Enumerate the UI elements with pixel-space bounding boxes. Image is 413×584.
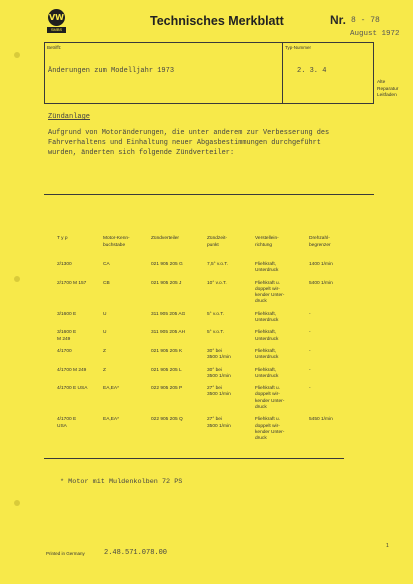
cell-drehzahl: - xyxy=(309,386,311,392)
cell-motor: U xyxy=(103,330,107,336)
cell-typ: 4/1700 E USA xyxy=(57,386,88,392)
footnote: * Motor mit Muldenkolben 72 PS xyxy=(60,478,183,486)
cell-typ: 2/1700 M 157 xyxy=(57,280,87,286)
cell-verteiler: 022 905 205 Q xyxy=(151,417,183,423)
cell-motor: CA xyxy=(103,262,110,267)
punch-hole-icon xyxy=(14,500,20,506)
cell-verstellung: Fliehkraft u. doppelt wir- kender Unter- druck xyxy=(255,386,285,411)
document-title: Technisches Merkblatt xyxy=(150,14,284,28)
betrifft-label: Betrifft: xyxy=(47,45,62,50)
typ-nummer-label: Typ-Nummer xyxy=(285,45,312,50)
document-code: 2.48.571.078.00 xyxy=(104,549,168,557)
cell-typ: 2/1300 xyxy=(57,262,72,267)
form-right-rule xyxy=(373,42,374,104)
table-row xyxy=(57,330,359,349)
cell-verstellung: Fliehkraft u. doppelt wir- kender Unter- druck xyxy=(255,417,285,442)
table-row xyxy=(57,386,359,417)
cell-motor: CB xyxy=(103,280,110,286)
cell-motor: Z xyxy=(103,348,106,354)
cell-verteiler: 021 905 205 L xyxy=(151,367,182,373)
number-label: Nr. xyxy=(330,13,347,27)
cell-verteiler: 021 905 205 K xyxy=(151,348,183,354)
header-motor: Motor-Kenn- buchstabe xyxy=(103,236,130,248)
table-row xyxy=(57,417,359,448)
header-typ: T y p xyxy=(57,236,68,241)
cell-zuendzeitpunkt: 30° bei 3500 1/min xyxy=(207,367,231,379)
table-row xyxy=(57,281,359,312)
vw-logo-icon: VW xyxy=(48,9,65,26)
cell-motor: EA,EA* xyxy=(103,386,119,392)
logo-subtext: SMBS xyxy=(47,27,66,33)
table-row xyxy=(57,262,359,281)
form-bottom-rule xyxy=(44,103,374,104)
cell-drehzahl: - xyxy=(309,330,311,336)
page-number: 1 xyxy=(386,543,389,549)
header-verteiler: Zündverteiler xyxy=(151,236,179,241)
cell-verstellung: Fliehkraft, Unterdruck xyxy=(255,311,279,324)
cell-drehzahl: 1400 1/min xyxy=(309,262,333,267)
cell-zuendzeitpunkt: 5° v.o.T. xyxy=(207,330,225,336)
form-top-rule xyxy=(44,42,374,43)
punch-hole-icon xyxy=(14,276,20,282)
punch-hole-icon xyxy=(14,52,20,58)
document-date: August 1972 xyxy=(350,30,400,38)
table-bottom-rule xyxy=(44,458,344,459)
cell-verstellung: Fliehkraft, Unterdruck xyxy=(255,367,279,379)
table-row xyxy=(57,368,359,387)
cell-motor: Z xyxy=(103,367,106,373)
cell-motor: U xyxy=(103,311,107,317)
cell-zuendzeitpunkt: 5° v.o.T. xyxy=(207,311,225,317)
table-top-rule xyxy=(44,194,374,195)
cell-zuendzeitpunkt: 10° v.o.T. xyxy=(207,280,227,286)
distributor-table xyxy=(57,236,359,449)
cell-verstellung: Fliehkraft, Unterdruck xyxy=(255,348,279,361)
table-row xyxy=(57,349,359,368)
header-zuendzeitpunkt: Zündzeit- punkt xyxy=(207,236,227,248)
number-value: 8 - 78 xyxy=(351,16,380,25)
header-drehzahl: Drehzahl- begrenzer xyxy=(309,236,331,248)
form-divider xyxy=(282,42,283,104)
cell-zuendzeitpunkt: 7,5° v.o.T. xyxy=(207,262,229,267)
cell-typ: 4/1700 xyxy=(57,348,72,354)
cell-verstellung: Fliehkraft u. doppelt wir- kender Unter- druck xyxy=(255,280,285,305)
cell-verstellung: Fliehkraft, Unterdruck xyxy=(255,262,279,274)
cell-zuendzeitpunkt: 27° bei 3500 1/min xyxy=(207,386,231,398)
typ-nummer-value: 2. 3. 4 xyxy=(297,67,327,75)
cell-verteiler: 311 905 205 AH xyxy=(151,330,186,336)
cell-drehzahl: 5400 1/min xyxy=(309,280,333,286)
cell-verteiler: 021 905 205 J xyxy=(151,280,182,286)
cell-motor: EA,EA* xyxy=(103,417,119,423)
betrifft-value: Änderungen zum Modelljahr 1973 xyxy=(48,67,175,75)
cell-drehzahl: 5450 1/min xyxy=(309,417,333,423)
cell-drehzahl: - xyxy=(309,348,311,354)
table-row xyxy=(57,312,359,331)
cell-verteiler: 022 905 205 P xyxy=(151,386,183,392)
cell-verteiler: 021 905 205 G xyxy=(151,262,183,267)
section-title: Zündanlage xyxy=(48,113,91,121)
cell-typ: 3/1600 E xyxy=(57,311,77,317)
side-note: Alte Reparatur Leitfaden xyxy=(377,80,399,98)
cell-drehzahl: - xyxy=(309,311,311,317)
cell-zuendzeitpunkt: 30° bei 3500 1/min xyxy=(207,348,231,361)
cell-typ: 4/1700 M 249 xyxy=(57,367,87,373)
printed-in: Printed in Germany xyxy=(46,551,85,556)
form-left-rule xyxy=(44,42,45,104)
cell-verteiler: 311 905 205 AG xyxy=(151,311,186,317)
cell-typ: 4/1700 E USA xyxy=(57,417,77,429)
cell-drehzahl: - xyxy=(309,367,311,373)
cell-verstellung: Fliehkraft, Unterdruck xyxy=(255,330,279,342)
header-verstellung: Verstellein- richtung xyxy=(255,236,279,248)
table-header-row xyxy=(57,236,359,262)
cell-typ: 3/1600 E M 249 xyxy=(57,330,77,342)
cell-zuendzeitpunkt: 27° bei 3500 1/min xyxy=(207,417,231,429)
intro-paragraph: Aufgrund von Motoränderungen, die unter anderem zur Verbesserung des Fahrverhaltens und Einhaltung neuer Abgasbestimmungen durchgeführt wurden, änderten sich folgende Zündverteiler: xyxy=(48,129,330,157)
